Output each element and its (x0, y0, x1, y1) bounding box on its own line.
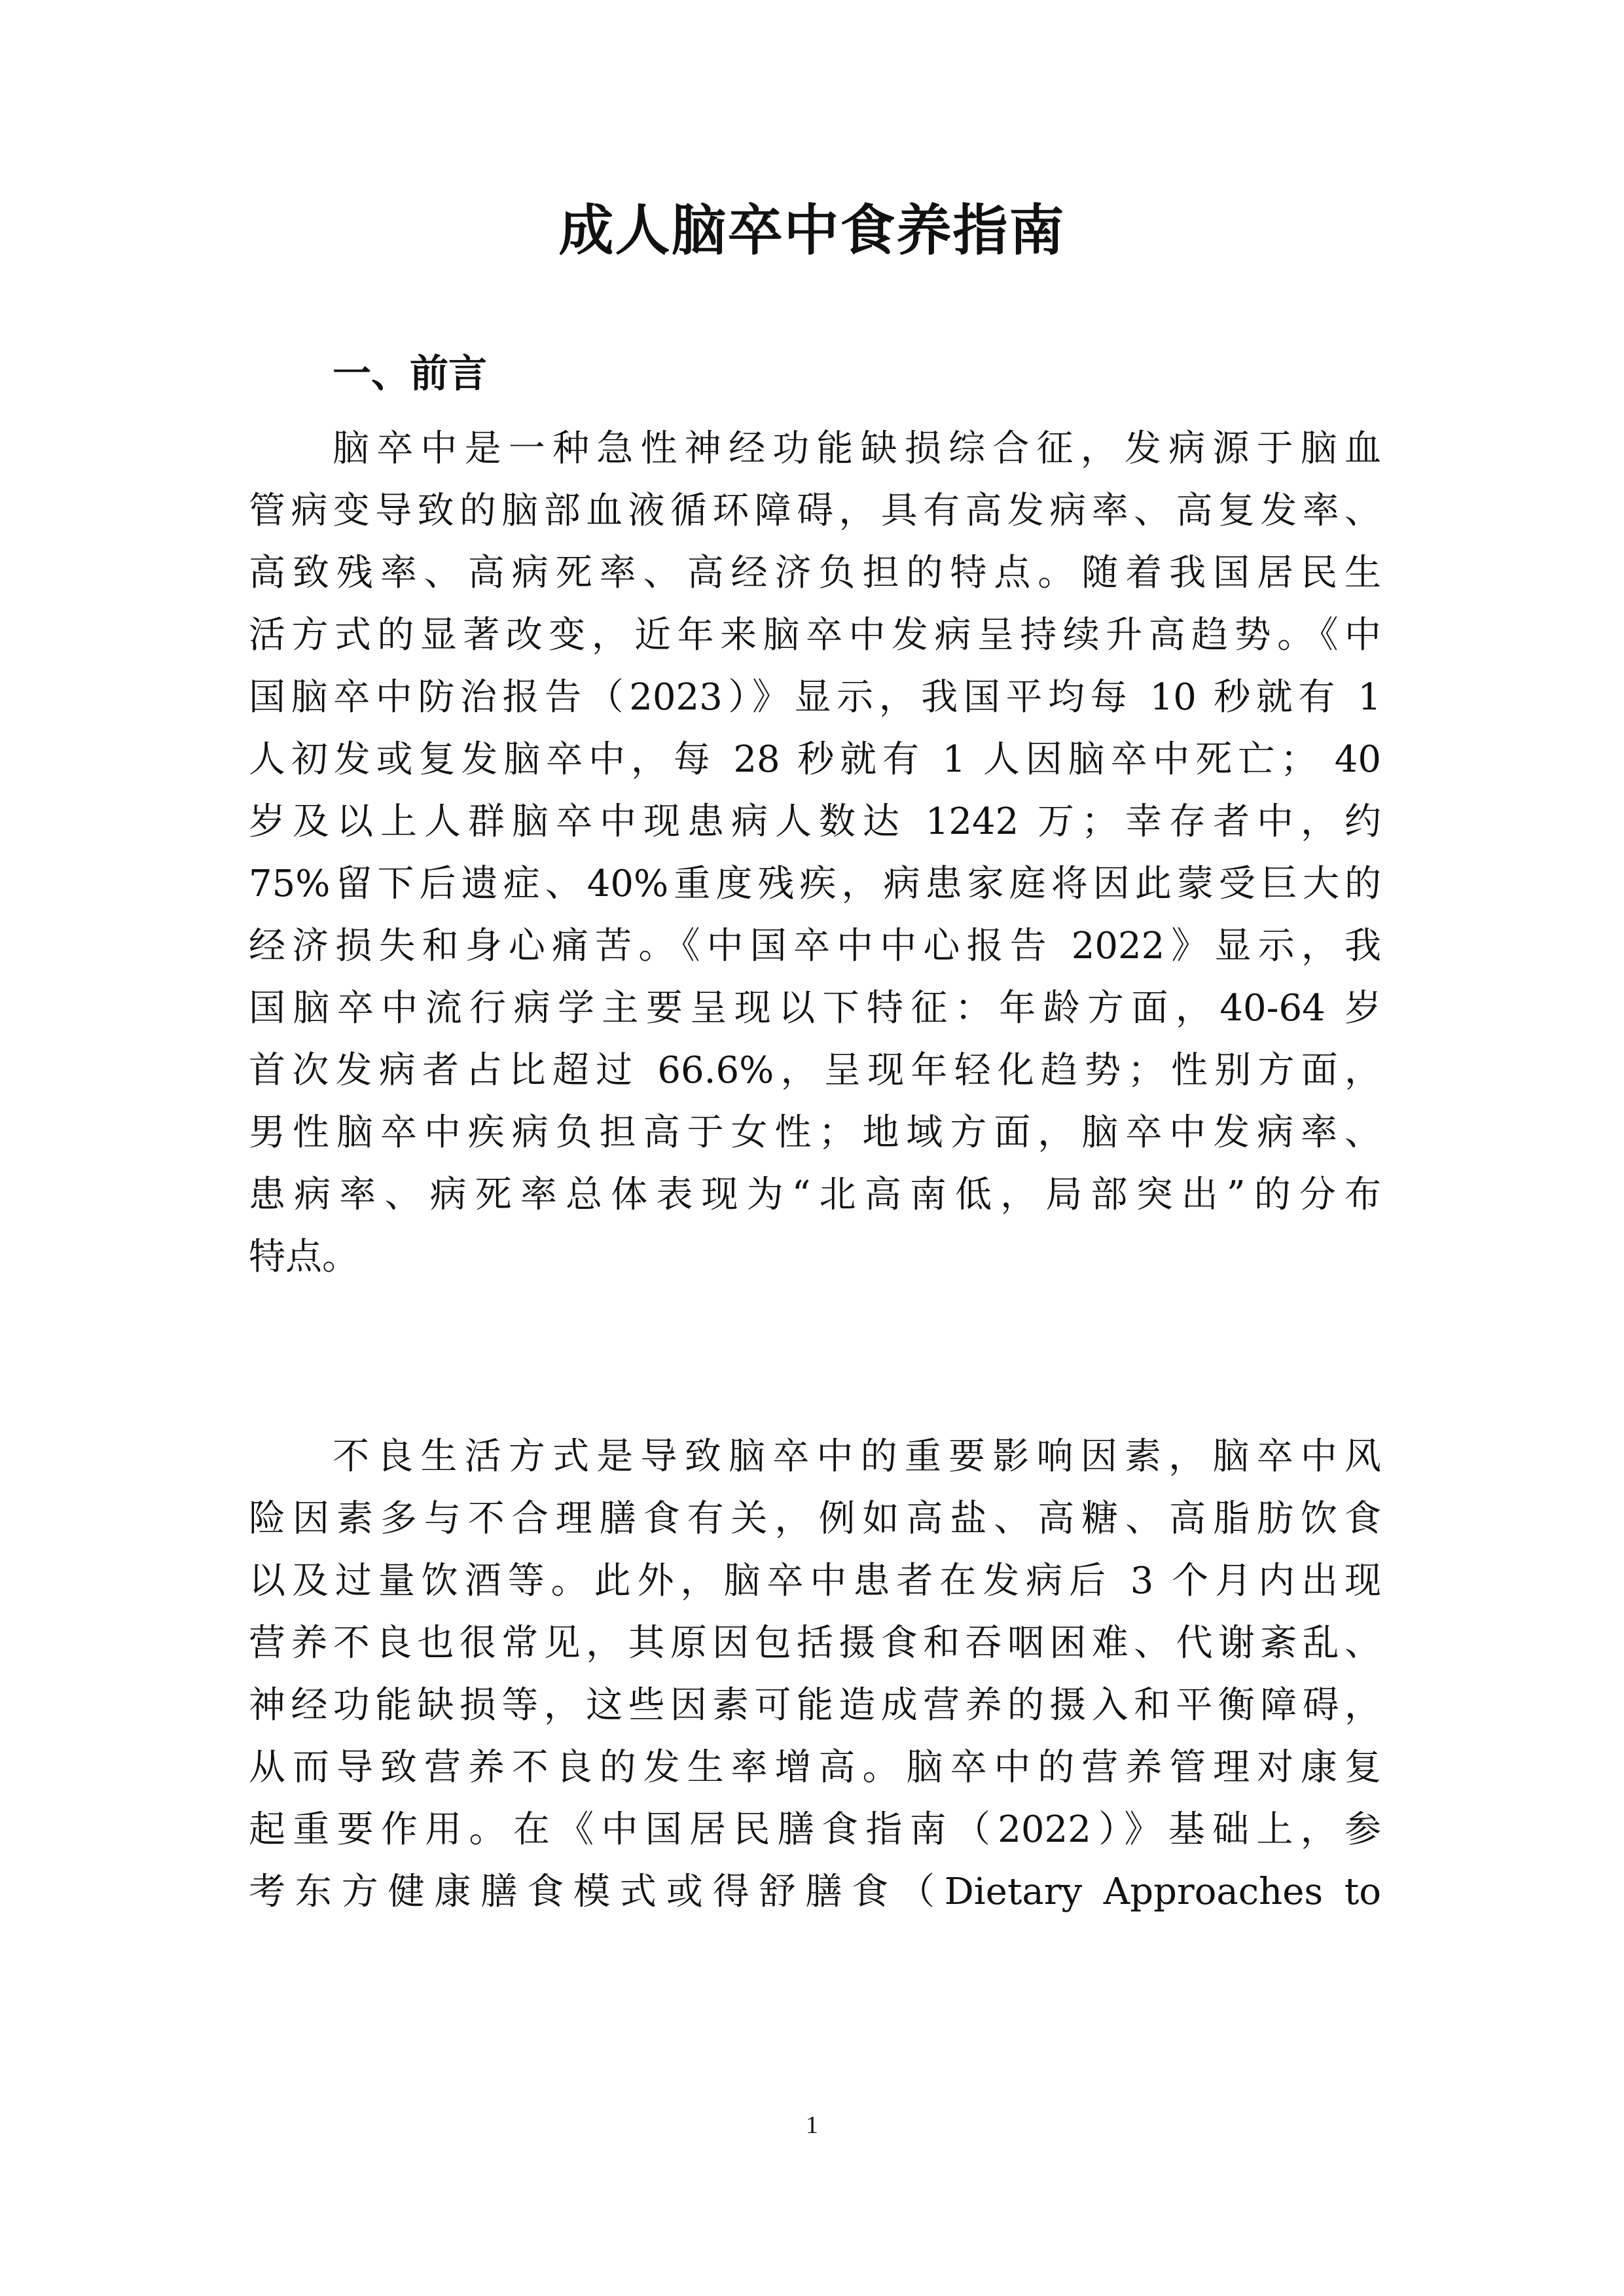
paragraph-line: 人初发或复发脑卒中，每 28 秒就有 1 人因脑卒中死亡； 40 (249, 738, 1381, 781)
paragraph-line: 神经功能缺损等，这些因素可能造成营养的摄入和平衡障碍， (249, 1684, 1381, 1727)
paragraph-line: 经济损失和身心痛苦。《中国卒中中心报告 2022》显示，我 (249, 925, 1381, 967)
paragraph-line: 75%留下后遗症、40%重度残疾，病患家庭将因此蒙受巨大的 (249, 863, 1381, 905)
paragraph-line: 险因素多与不合理膳食有关，例如高盐、高糖、高脂肪饮食 (249, 1498, 1381, 1540)
paragraph-line: 岁及以上人群脑卒中现患病人数达 1242 万；幸存者中，约 (249, 800, 1381, 843)
paragraph-risk-factors (249, 1426, 1381, 1923)
paragraph-line: 营养不良也很常见，其原因包括摄食和吞咽困难、代谢紊乱、 (249, 1622, 1381, 1664)
paragraph-line: 国脑卒中防治报告（2023）》显示，我国平均每 10 秒就有 1 (249, 676, 1381, 719)
paragraph-line: 脑卒中是一种急性神经功能缺损综合征，发病源于脑血 (333, 427, 1381, 470)
document-title: 成人脑卒中食养指南 (558, 198, 1066, 262)
paragraph-line: 不良生活方式是导致脑卒中的重要影响因素，脑卒中风 (333, 1435, 1381, 1478)
paragraph-line: 患病率、病死率总体表现为“北高南低，局部突出”的分布 (249, 1174, 1381, 1216)
paragraph-line: 国脑卒中流行病学主要呈现以下特征：年龄方面，40-64 岁 (249, 987, 1381, 1030)
paragraph-line: 特点。 (249, 1236, 359, 1278)
paragraph-line: 男性脑卒中疾病负担高于女性；地域方面，脑卒中发病率、 (249, 1111, 1381, 1154)
paragraph-line: 高致残率、高病死率、高经济负担的特点。随着我国居民生 (249, 552, 1381, 594)
paragraph-stroke-overview (249, 418, 1381, 1288)
section-heading-preface: 一、前言 (333, 351, 488, 396)
paragraph-line: 活方式的显著改变，近年来脑卒中发病呈持续升高趋势。《中 (249, 614, 1381, 656)
paragraph-line: 首次发病者占比超过 66.6%，呈现年轻化趋势；性别方面， (249, 1049, 1381, 1092)
paragraph-line: 以及过量饮酒等。此外，脑卒中患者在发病后 3 个月内出现 (249, 1560, 1381, 1602)
paragraph-line: 从而导致营养不良的发生率增高。脑卒中的营养管理对康复 (249, 1746, 1381, 1789)
paragraph-line: 考东方健康膳食模式或得舒膳食（Dietary Approaches to (249, 1871, 1381, 1913)
paragraph-line: 管病变导致的脑部血液循环障碍，具有高发病率、高复发率、 (249, 490, 1381, 532)
page-number: 1 (806, 2111, 818, 2139)
paragraph-line: 起重要作用。在《中国居民膳食指南（2022）》基础上，参 (249, 1808, 1381, 1851)
